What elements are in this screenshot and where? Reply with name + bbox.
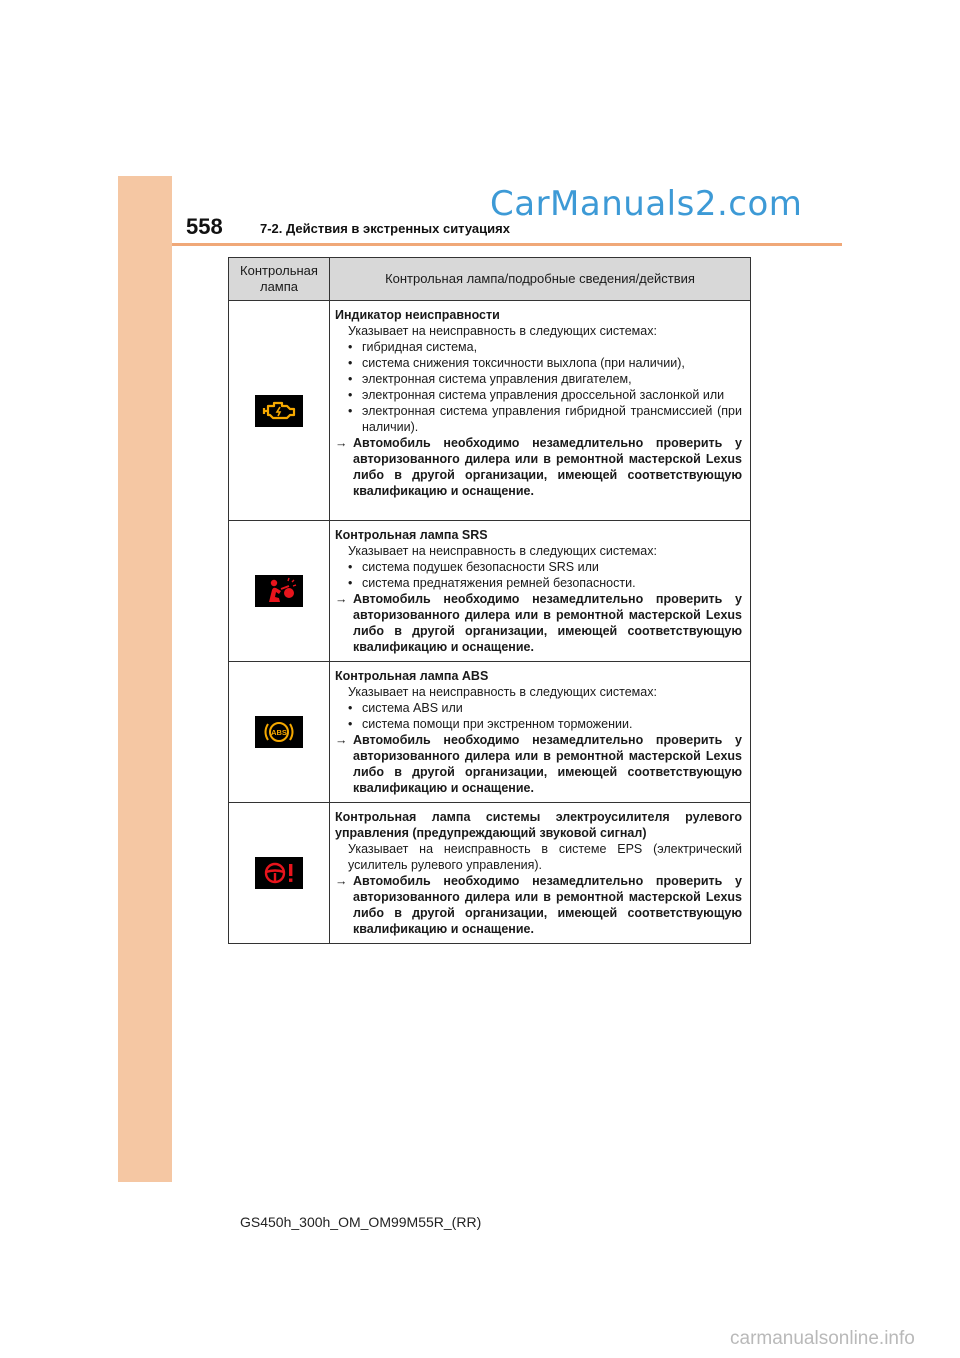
lamp-title: Индикатор неисправности bbox=[335, 308, 500, 322]
lamp-action: → Автомобиль необходимо незамедлительно проверить у авторизованного дилера или в ремонтной мастерской Lexus либо в другой организации, имеющей соответствующую квалификацию и оснащение. bbox=[335, 732, 742, 796]
lamp-title: Контрольная лампа системы электроусилителя рулевого управления (предупреждающий звуковой сигнал) bbox=[335, 810, 742, 840]
column-header-details: Контрольная лампа/подробные сведения/действия bbox=[330, 258, 751, 301]
list-item: • электронная система управления двигателем, bbox=[335, 371, 742, 387]
list-item: • гибридная система, bbox=[335, 339, 742, 355]
list-item: • система помощи при экстренном торможении. bbox=[335, 716, 742, 732]
site-watermark: carmanualsonline.info bbox=[730, 1328, 915, 1349]
section-title: 7-2. Действия в экстренных ситуациях bbox=[260, 221, 510, 236]
lamp-action: → Автомобиль необходимо незамедлительно проверить у авторизованного дилера или в ремонтной мастерской Lexus либо в другой организации, имеющей соответствующую квалификацию и оснащение. bbox=[335, 873, 742, 937]
list-item: • система подушек безопасности SRS или bbox=[335, 559, 742, 575]
table-row bbox=[229, 521, 751, 662]
lamp-intro: Указывает на неисправность в следующих системах: bbox=[348, 685, 657, 699]
lamp-title: Контрольная лампа ABS bbox=[335, 669, 489, 683]
list-item: • система преднатяжения ремней безопасности. bbox=[335, 575, 742, 591]
warning-lamp-table bbox=[228, 257, 751, 944]
table-row bbox=[229, 662, 751, 803]
side-strip bbox=[118, 176, 172, 1182]
svg-text:ABS: ABS bbox=[271, 728, 287, 737]
abs-icon bbox=[255, 716, 303, 748]
check-engine-icon bbox=[255, 395, 303, 427]
lamp-intro: Указывает на неисправность в следующих системах: bbox=[348, 324, 657, 338]
watermark: CarManuals2.com bbox=[490, 184, 803, 224]
lamp-intro: Указывает на неисправность в системе EPS (электрический усилитель рулевого управления). bbox=[348, 842, 742, 872]
srs-airbag-icon bbox=[255, 575, 303, 607]
lamp-action: → Автомобиль необходимо незамедлительно проверить у авторизованного дилера или в ремонтной мастерской Lexus либо в другой организации, имеющей соответствующую квалификацию и оснащение. bbox=[335, 435, 742, 499]
column-header-lamp: Контрольная лампа bbox=[229, 258, 330, 301]
header-rule bbox=[172, 243, 842, 246]
list-item: • электронная система управления гибридной трансмиссией (при наличии). bbox=[335, 403, 742, 435]
lamp-action: → Автомобиль необходимо незамедлительно проверить у авторизованного дилера или в ремонтной мастерской Lexus либо в другой организации, имеющей соответствующую квалификацию и оснащение. bbox=[335, 591, 742, 655]
page-number: 558 bbox=[186, 214, 223, 239]
list-item: • электронная система управления дроссельной заслонкой или bbox=[335, 387, 742, 403]
table-row bbox=[229, 301, 751, 521]
list-item: • система ABS или bbox=[335, 700, 742, 716]
table-header-row bbox=[229, 258, 751, 301]
list-item: • система снижения токсичности выхлопа (при наличии), bbox=[335, 355, 742, 371]
lamp-title: Контрольная лампа SRS bbox=[335, 528, 488, 542]
power-steering-icon bbox=[255, 857, 303, 889]
table-row bbox=[229, 803, 751, 944]
lamp-intro: Указывает на неисправность в следующих системах: bbox=[348, 544, 657, 558]
document-code: GS450h_300h_OM_OM99M55R_(RR) bbox=[240, 1214, 482, 1230]
